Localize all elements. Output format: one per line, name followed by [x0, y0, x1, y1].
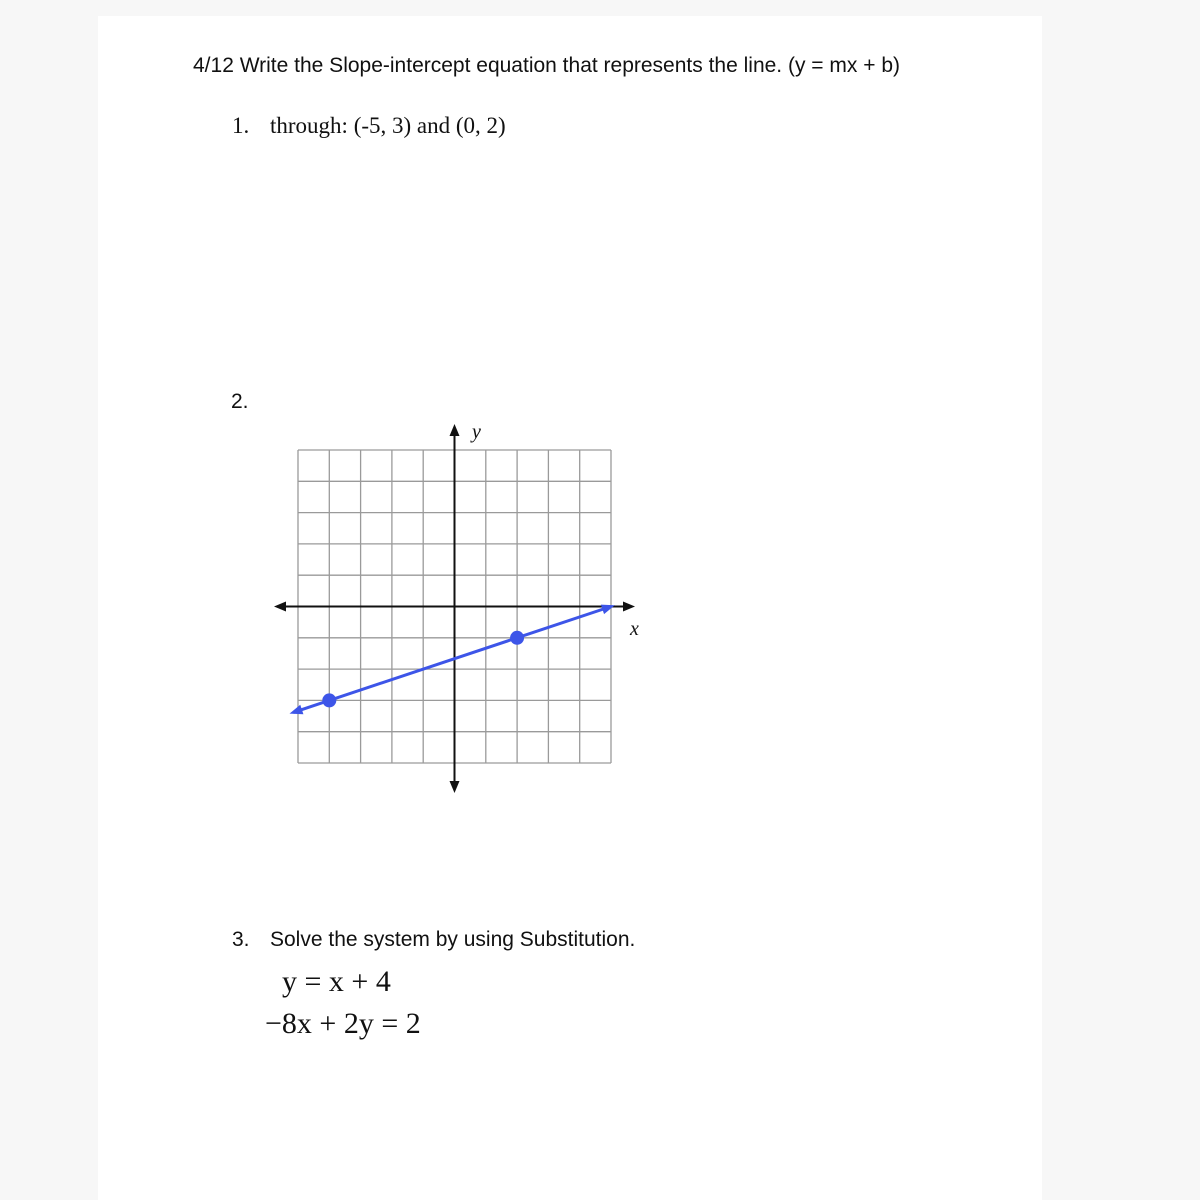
axes — [274, 424, 635, 793]
question-1 — [232, 113, 506, 139]
x-axis-arrow-left — [274, 602, 286, 612]
x-axis-arrow-right — [623, 602, 635, 612]
question-3-text: Solve the system by using Substitution. — [270, 928, 636, 951]
coordinate-graph — [258, 410, 658, 805]
y-axis-label: y — [472, 421, 481, 443]
y-axis-arrow-up — [450, 424, 460, 436]
line-arrow-left — [290, 705, 304, 714]
plotted-point — [322, 693, 336, 707]
plotted-line — [290, 605, 615, 715]
equation-1: y = x + 4 — [282, 965, 391, 998]
equation-2: −8x + 2y = 2 — [265, 1007, 421, 1040]
page-top — [98, 16, 1042, 196]
background-right — [1042, 196, 1200, 1200]
question-1-text: through: (-5, 3) and (0, 2) — [270, 113, 506, 138]
plotted-point — [510, 631, 524, 645]
question-3 — [232, 928, 635, 952]
line-arrow-right — [601, 605, 615, 614]
x-axis-label: x — [630, 618, 639, 640]
question-2-number: 2. — [231, 390, 249, 413]
question-1-number: 1. — [232, 113, 250, 138]
worksheet-title: 4/12 Write the Slope-intercept equation that represents the line. (y = mx + b) — [193, 54, 900, 77]
plotted-line-segment — [293, 607, 611, 713]
question-3-number: 3. — [232, 928, 250, 951]
background-left — [0, 196, 98, 1200]
graph-svg — [258, 410, 658, 800]
y-axis-arrow-down — [450, 781, 460, 793]
